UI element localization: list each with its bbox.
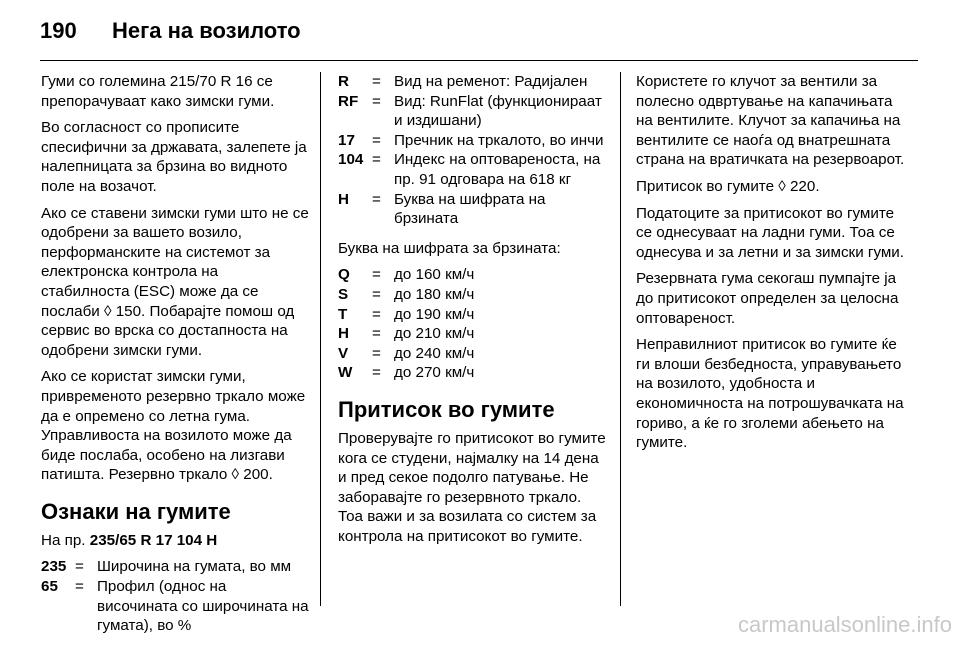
column-2: [338, 72, 610, 553]
def-desc: Широчина на гумата, во мм: [97, 558, 292, 576]
speed-intro: Буква на шифрата за брзината:: [338, 239, 561, 257]
column-divider-1: [320, 72, 321, 606]
example-code: 235/65 R 17 104 H: [89, 531, 218, 549]
speed-key: W: [338, 364, 353, 382]
column-3: [636, 72, 908, 460]
def-key: 104: [338, 151, 364, 169]
def-key: H: [338, 190, 349, 208]
example-line: [41, 531, 309, 551]
example-prefix: На пр.: [41, 531, 86, 549]
page-number: 190: [40, 18, 77, 43]
paragraph: Во согласност со прописите спесифични за државата, залепете ја налепницата за брзина во видното поле на возачот.: [41, 119, 307, 195]
def-eq: =: [372, 190, 381, 208]
speed-key: T: [338, 305, 348, 323]
paragraph: Гуми со големина 215/70 R 16 се препорачуваат како зимски гуми.: [41, 73, 275, 110]
def-desc: Вид на ременот: Радијален: [394, 73, 588, 90]
watermark: carmanualsonline.info: [737, 612, 952, 637]
def-eq: =: [372, 151, 381, 169]
paragraph: Ако се ставени зимски гуми што не се одобрени за вашето возило, перформанските на системот за електронска контрола на стабилноста (ESC) може да се послаби ◊ 150. Побарајте помош од сервис во врска со достапноста на одобрени зимски гуми.: [41, 204, 309, 359]
page-title: Нега на возилото: [112, 18, 301, 43]
speed-row: [338, 363, 610, 383]
paragraph: Податоците за притисокот во гумите се однесуваат на ладни гуми. Тоа се однесува и за летни и за зимски гуми.: [636, 204, 905, 261]
header-rule: [40, 60, 918, 61]
def-eq: =: [372, 325, 381, 343]
definition-row: [338, 150, 610, 189]
speed-key: S: [338, 285, 349, 303]
definition-row: [338, 190, 610, 229]
speed-row: [338, 265, 610, 285]
paragraph: Неправилниот притисок во гумите ќе ги влоши безбедноста, управувањето на возилото, удобноста и економичноста на потрошувачката на гориво, а ќе го зголеми абењето на гумите.: [636, 336, 904, 452]
def-desc: Индекс на оптовареноста, на пр. 91 одговара на 618 кг: [394, 151, 601, 188]
definition-row: [338, 92, 610, 131]
def-key: 235: [41, 558, 67, 576]
paragraph: Притисок во гумите ◊ 220.: [636, 177, 820, 195]
def-desc: Вид: RunFlat (функционираат и издишани): [394, 92, 602, 130]
speed-row: [338, 324, 610, 344]
definition-row: [338, 131, 610, 151]
def-eq: =: [75, 558, 84, 576]
def-eq: =: [372, 73, 381, 90]
speed-row: [338, 344, 610, 364]
speed-key: H: [338, 325, 349, 343]
paragraph: Резервната гума секогаш пумпајте ја до притисокот определен за целосна оптовареност.: [636, 270, 899, 327]
definition-list: [338, 72, 610, 229]
speed-desc: до 160 км/ч: [394, 266, 475, 284]
def-eq: =: [372, 364, 381, 382]
speed-desc: до 190 км/ч: [394, 305, 475, 323]
def-desc: Буква на шифрата на брзината: [394, 190, 546, 228]
speed-key: V: [338, 344, 349, 362]
def-desc: Пречник на тркалото, во инчи: [394, 131, 604, 149]
section-heading-tyre-marks: Ознаки на гумите: [41, 498, 231, 524]
speed-row: [338, 305, 610, 325]
def-key: 17: [338, 131, 355, 149]
def-eq: =: [372, 266, 381, 284]
definition-row: [41, 557, 309, 577]
definition-list: [41, 557, 309, 635]
page-header: [40, 18, 301, 44]
def-eq: =: [372, 344, 381, 362]
def-eq: =: [372, 92, 381, 110]
def-eq: =: [75, 578, 84, 596]
speed-desc: до 180 км/ч: [394, 285, 475, 303]
section-heading-tyre-pressure: Притисок во гумите: [338, 396, 555, 422]
speed-desc: до 240 км/ч: [394, 344, 475, 362]
paragraph: Ако се користат зимски гуми, привременото резервно тркало може да е опремено со летна гума. Управливоста на возилото може да биде послаба, особено на лизгави патишта. Резервно тркало ◊ 200.: [41, 368, 306, 484]
definition-row: [41, 577, 309, 636]
column-1: [41, 72, 309, 646]
paragraph: Проверувајте го притисокот во гумите кога се студени, најмалку на 14 дена и пред секое подолго патување. Не заборавајте го резервното тркало. Тоа важи и за возилата со систем за контрола на притисокот во гумите.: [338, 429, 606, 545]
def-desc: Профил (однос на височината со широчината на гумата), во %: [97, 578, 309, 635]
speed-desc: до 210 км/ч: [394, 325, 475, 343]
speed-key: Q: [338, 266, 350, 284]
definition-row: [338, 72, 610, 92]
def-eq: =: [372, 305, 381, 323]
speed-desc: до 270 км/ч: [394, 364, 475, 382]
column-divider-2: [620, 72, 621, 606]
speed-row: [338, 285, 610, 305]
def-eq: =: [372, 131, 381, 149]
paragraph: Користете го клучот за вентили за полесно одвртување на капачињата на вентилите. Клучот за капачиња на вентилите се наоѓа од внатрешната страна на вратичката на резервоарот.: [636, 73, 905, 169]
def-key: 65: [41, 578, 58, 596]
def-key: RF: [338, 92, 359, 110]
speed-list: [338, 265, 610, 383]
def-key: R: [338, 73, 349, 90]
def-eq: =: [372, 285, 381, 303]
